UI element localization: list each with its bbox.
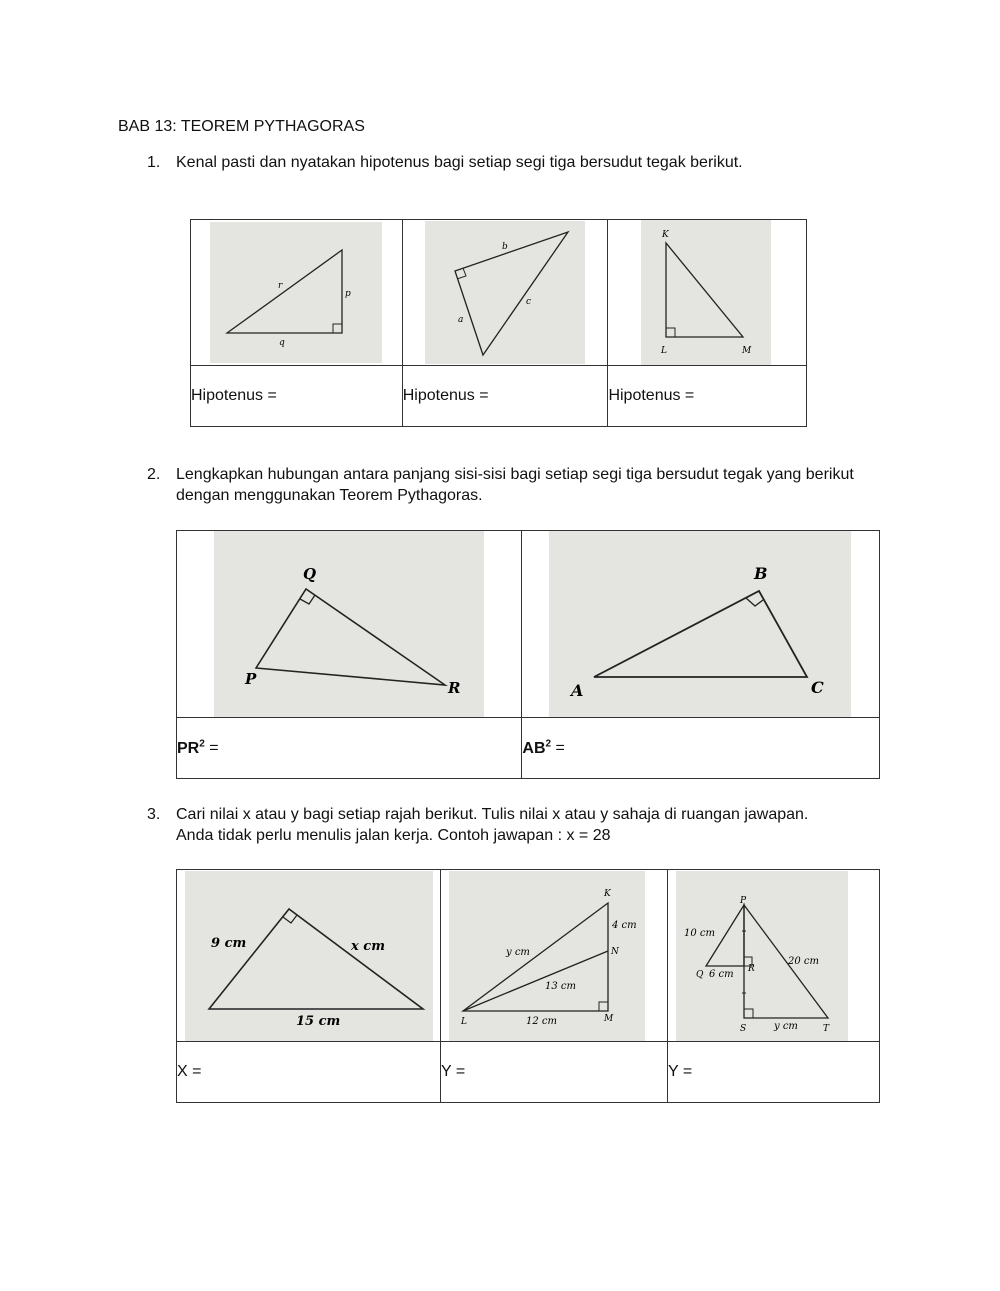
label-L: L [661,346,668,356]
label-20cm: 20 cm [788,955,819,967]
x-answer-label: X = [177,1063,202,1080]
hipotenus-label: Hipotenus = [402,387,489,404]
label-Q: Q [303,565,317,583]
label-13cm: 13 cm [545,980,576,992]
label-K: K [604,888,611,899]
q3-figure-cell-1 [177,870,441,1042]
label-C: C [811,678,825,697]
label-xcm: x cm [351,938,385,954]
q3-figure-cell-2 [441,870,668,1042]
label-T: T [823,1023,830,1034]
q2-figure-cell-1 [177,531,522,718]
label-P: P [245,670,257,688]
question-text: Cari nilai x atau y bagi setiap rajah berikut. Tulis nilai x atau y sahaja di ruangan jawapan. Anda tidak perlu menulis jalan kerja. Contoh jawapan : x = 28 [176,806,809,844]
label-R: R [448,679,461,697]
label-12cm: 12 cm [526,1015,557,1027]
y-answer-label: Y = [441,1063,466,1080]
question-text: Kenal pasti dan nyatakan hipotenus bagi setiap segi tiga bersudut tegak berikut. [176,154,743,171]
label-r: r [278,281,283,291]
label-base: PR [177,739,200,757]
label-q: q [279,338,285,348]
q1-answer-cell-1[interactable] [191,366,403,427]
label-ycm: y cm [506,946,530,958]
label-base: AB [522,739,546,757]
triangle-abc-figure [425,221,585,364]
hipotenus-label: Hipotenus = [608,387,695,404]
question-number: 1. [147,154,161,171]
label-K: K [662,230,670,240]
q2-table [176,530,880,779]
label-N: N [611,946,619,957]
q3-answer-cell-3[interactable] [668,1042,880,1103]
label-exponent: 2 [545,738,552,750]
q1-figure-cell-1 [191,220,403,366]
label-A: A [571,681,584,700]
triangle-pqr-figure [214,531,484,717]
q2-answer-cell-1[interactable] [177,718,522,779]
label-ycm: y cm [774,1020,798,1032]
label-a: a [457,315,464,325]
label-L: L [461,1016,467,1027]
label-4cm: 4 cm [612,919,637,931]
triangle-pqrst-figure [676,871,848,1041]
label-P: P [740,895,747,906]
q3-figure-cell-3 [668,870,880,1042]
q2-answer-cell-2[interactable] [522,718,880,779]
q3-answer-cell-2[interactable] [441,1042,668,1103]
label-9cm: 9 cm [211,935,247,951]
equals-sign: = [551,739,565,757]
triangle-klm-figure [641,220,771,365]
triangle-x-figure [185,871,433,1041]
hipotenus-label: Hipotenus = [191,387,277,404]
label-b: b [501,242,508,252]
label-6cm: 6 cm [709,968,734,980]
label-R: R [748,963,755,974]
label-10cm: 10 cm [684,927,715,939]
label-c: c [525,297,531,307]
question-number: 2. [147,466,161,483]
equals-sign: = [204,739,219,757]
q2-figure-cell-2 [522,531,880,718]
q1-figure-cell-3 [608,220,807,366]
q1-figure-cell-2 [402,220,608,366]
label-M: M [604,1013,614,1024]
y-answer-label: Y = [668,1063,693,1080]
question-number: 3. [147,806,161,823]
ab-squared-label [522,740,551,757]
q3-table [176,869,880,1103]
label-M: M [742,346,752,356]
label-15cm: 15 cm [296,1013,341,1029]
label-S: S [740,1023,747,1034]
question-text: Lengkapkan hubungan antara panjang sisi-sisi bagi setiap segi tiga bersudut tegak yang berikut dengan menggunakan Teorem Pythagoras. [176,466,854,504]
q1-table [190,219,807,427]
q3-answer-cell-1[interactable] [177,1042,441,1103]
page-heading: BAB 13: TEOREM PYTHAGORAS [118,118,365,135]
triangle-klmn-figure [449,871,645,1041]
label-exponent: 2 [199,738,205,750]
pr-squared-label [177,740,205,757]
triangle-abc-figure [549,531,851,717]
triangle-pqr-figure [210,222,382,363]
label-B: B [754,564,768,583]
label-Q: Q [696,969,704,980]
q1-answer-cell-2[interactable] [402,366,608,427]
label-p: p [345,289,351,299]
q1-answer-cell-3[interactable] [608,366,807,427]
